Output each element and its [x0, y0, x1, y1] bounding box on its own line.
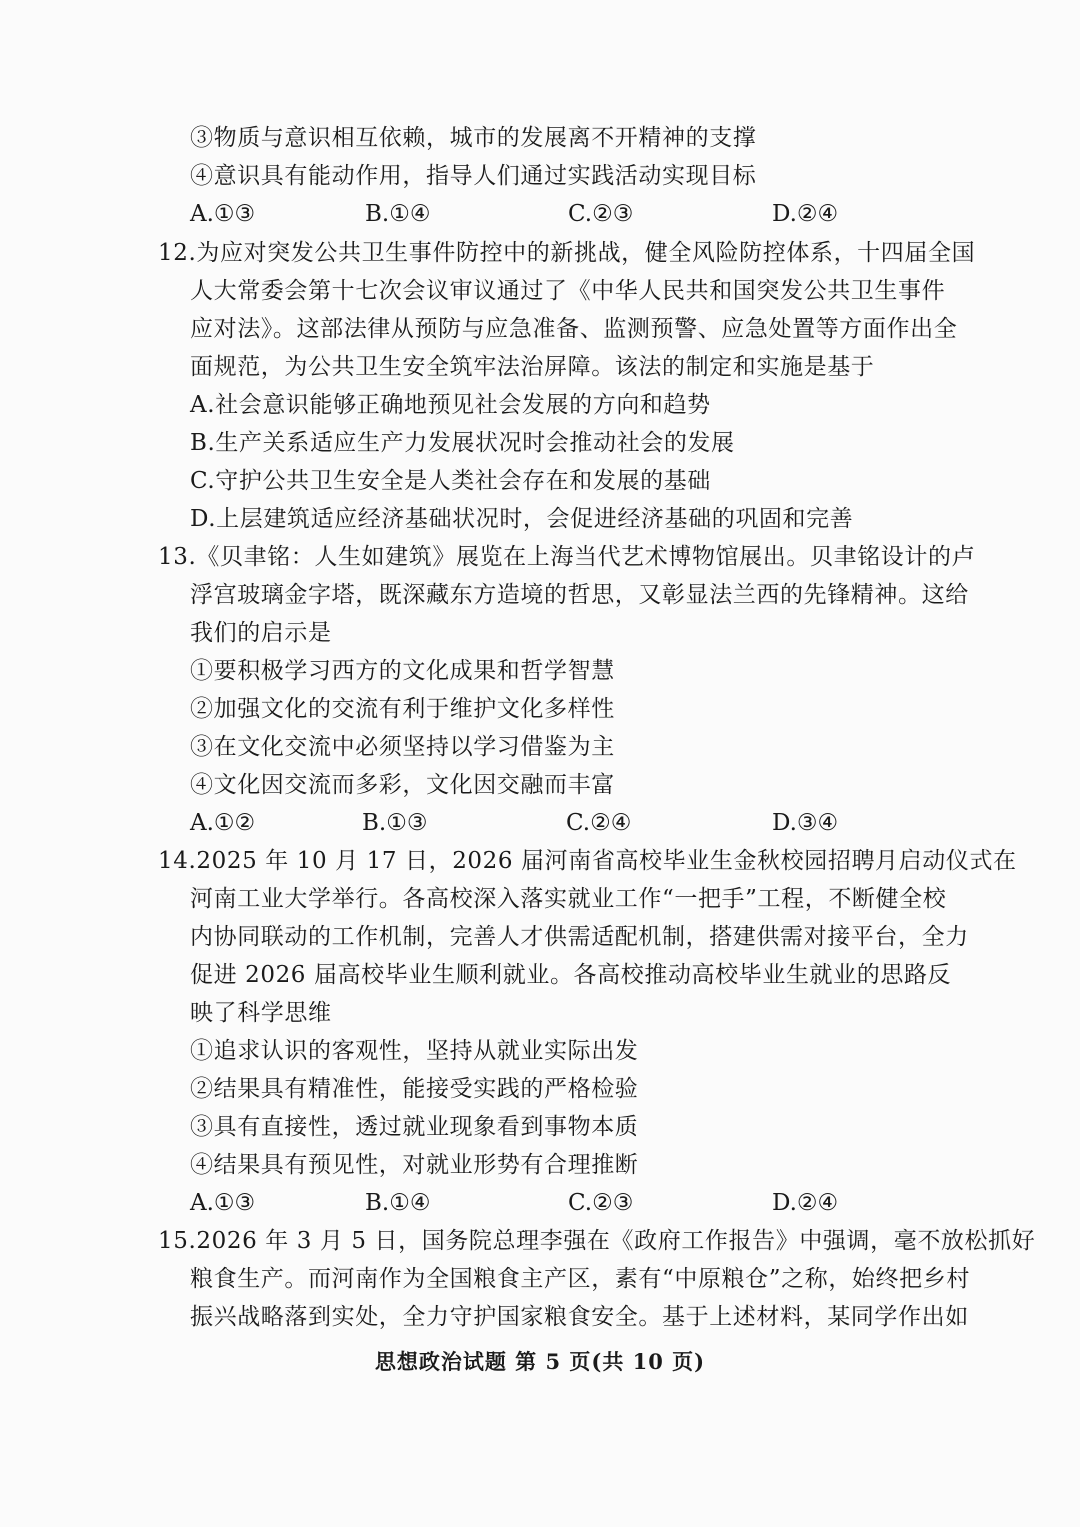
q13-option-d: D.③④	[772, 810, 839, 836]
q13-stem-line: 13.《贝聿铭：人生如建筑》展览在上海当代艺术博物馆展出。贝聿铭设计的卢	[158, 544, 976, 570]
q14-stem-line: 促进 2026 届高校毕业生顺利就业。各高校推动高校毕业生就业的思路反	[190, 962, 952, 988]
q13-option-b: B.①③	[362, 810, 428, 836]
q14-option-c: C.②③	[568, 1190, 634, 1216]
page-footer: 思想政治试题 第 5 页(共 10 页)	[374, 1349, 706, 1374]
q14-stem-line: 河南工业大学举行。各高校深入落实就业工作“一把手”工程，不断健全校	[190, 886, 947, 912]
q11-option-a: A.①③	[190, 201, 256, 227]
q14-stem-line: 内协同联动的工作机制，完善人才供需适配机制，搭建供需对接平台，全力	[190, 924, 969, 950]
q14-option-d: D.②④	[772, 1190, 839, 1216]
q14-item-4: ④结果具有预见性，对就业形势有合理推断	[190, 1152, 639, 1178]
q12-choice-d: D.上层建筑适应经济基础状况时，会促进经济基础的巩固和完善	[190, 506, 854, 532]
q12-choice-b: B.生产关系适应生产力发展状况时会推动社会的发展	[190, 430, 735, 456]
q11-item-3: ③物质与意识相互依赖，城市的发展离不开精神的支撑	[190, 125, 757, 151]
q14-item-3: ③具有直接性，透过就业现象看到事物本质	[190, 1114, 639, 1140]
q13-item-3: ③在文化交流中必须坚持以学习借鉴为主	[190, 734, 615, 760]
q11-option-d: D.②④	[772, 201, 839, 227]
q11-item-4: ④意识具有能动作用，指导人们通过实践活动实现目标	[190, 163, 757, 189]
q11-option-c: C.②③	[568, 201, 634, 227]
q14-item-1: ①追求认识的客观性，坚持从就业实际出发	[190, 1038, 639, 1064]
q11-options	[0, 199, 1080, 229]
q12-stem-line: 面规范，为公共卫生安全筑牢法治屏障。该法的制定和实施是基于	[190, 354, 875, 380]
q14-option-b: B.①④	[365, 1190, 431, 1216]
q15-stem-line: 振兴战略落到实处，全力守护国家粮食安全。基于上述材料，某同学作出如	[190, 1304, 969, 1330]
q14-stem-line: 14.2025 年 10 月 17 日，2026 届河南省高校毕业生金秋校园招聘月启动仪式在	[158, 848, 1017, 874]
q12-choice-c: C.守护公共卫生安全是人类社会存在和发展的基础	[190, 468, 711, 494]
q14-option-a: A.①③	[190, 1190, 256, 1216]
q13-item-2: ②加强文化的交流有利于维护文化多样性	[190, 696, 615, 722]
q15-stem-line: 粮食生产。而河南作为全国粮食主产区，素有“中原粮仓”之称，始终把乡村	[190, 1266, 970, 1292]
q12-stem-line: 12.为应对突发公共卫生事件防控中的新挑战，健全风险防控体系，十四届全国	[158, 240, 976, 266]
q15-stem-line: 15.2026 年 3 月 5 日，国务院总理李强在《政府工作报告》中强调，毫不放松抓好	[158, 1228, 1036, 1254]
q13-stem-line: 浮宫玻璃金字塔，既深藏东方造境的哲思，又彰显法兰西的先锋精神。这给	[190, 582, 969, 608]
q14-item-2: ②结果具有精准性，能接受实践的严格检验	[190, 1076, 639, 1102]
q13-stem-line: 我们的启示是	[190, 620, 332, 646]
q13-option-c: C.②④	[566, 810, 632, 836]
q13-item-1: ①要积极学习西方的文化成果和哲学智慧	[190, 658, 615, 684]
q13-options	[0, 808, 1080, 838]
q14-stem-line: 映了科学思维	[190, 1000, 332, 1026]
q12-stem-line: 应对法》。这部法律从预防与应急准备、监测预警、应急处置等方面作出全	[190, 316, 958, 342]
q13-item-4: ④文化因交流而多彩，文化因交融而丰富	[190, 772, 615, 798]
q14-options	[0, 1188, 1080, 1218]
q11-option-b: B.①④	[365, 201, 431, 227]
q12-stem-line: 人大常委会第十七次会议审议通过了《中华人民共和国突发公共卫生事件	[190, 278, 946, 304]
q13-option-a: A.①②	[190, 810, 256, 836]
q12-choice-a: A.社会意识能够正确地预见社会发展的方向和趋势	[190, 392, 711, 418]
